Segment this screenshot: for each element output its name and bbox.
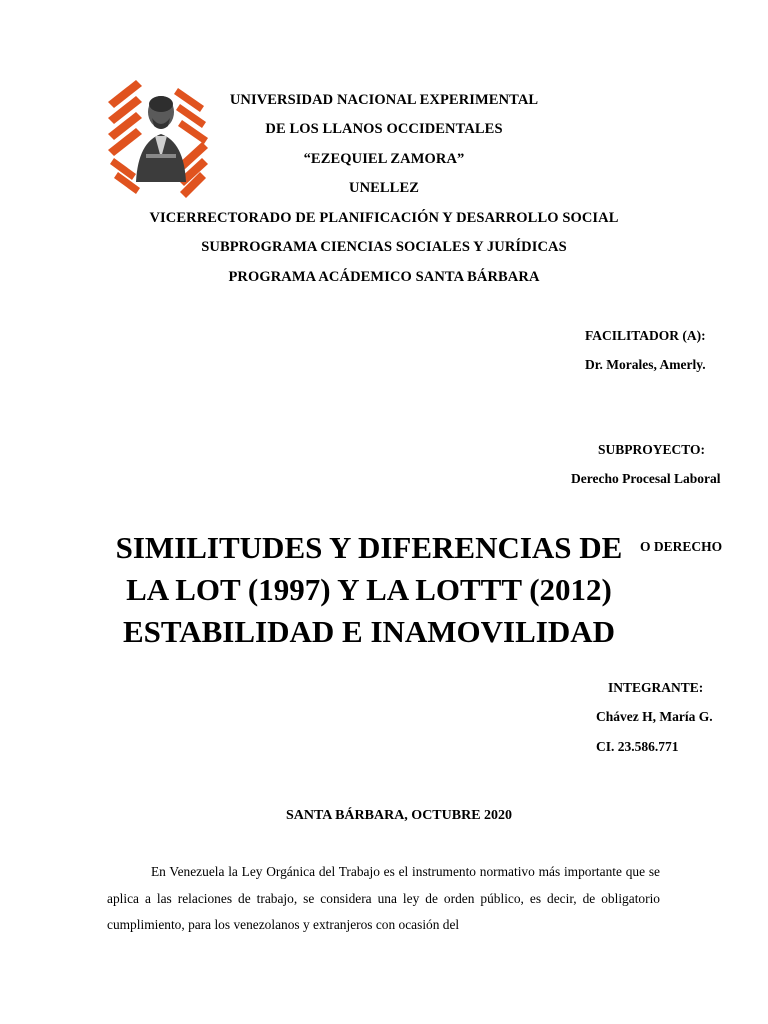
member-label: INTEGRANTE: [608,680,704,695]
title-line-1: SIMILITUDES Y DIFERENCIAS DE [115,530,623,565]
partially-hidden-text: O DERECHO [640,539,723,554]
facilitator-label: FACILITADOR (A): [585,328,706,343]
header-line-acronym: UNELLEZ [349,180,419,196]
header-line-university: UNIVERSIDAD NACIONAL EXPERIMENTAL [229,92,539,108]
subproject-label: SUBPROYECTO: [598,442,706,457]
title-line-3: ESTABILIDAD E INAMOVILIDAD [122,614,616,649]
header-line-vicerrectorado: VICERRECTORADO DE PLANIFICACIÓN Y DESARROLLO SOCIAL [149,210,619,226]
body-paragraph: En Venezuela la Ley Orgánica del Trabajo es el instrumento normativo más importante que se aplica a las relaciones de trabajo, se considera una ley de orden público, es decir, de obligatorio cumplimiento, para los venezolanos y extranjeros con ocasión del [107,864,660,932]
document-title [100,527,638,653]
member-name: Chávez H, María G. [596,709,713,724]
place-date: SANTA BÁRBARA, OCTUBRE 2020 [285,808,513,823]
title-line-2: LA LOT (1997) Y LA LOTTT (2012) [126,572,612,607]
facilitator-name: Dr. Morales, Amerly. [585,357,706,372]
header-line-subprogram: SUBPROGRAMA CIENCIAS SOCIALES Y JURÍDICAS [201,239,567,255]
header-line-namesake: “EZEQUIEL ZAMORA” [303,151,465,167]
member-id: CI. 23.586.771 [596,739,679,754]
header-line-program: PROGRAMA ACÁDEMICO SANTA BÁRBARA [228,269,540,285]
subproject-value: Derecho Procesal Laboral [571,471,721,486]
header-line-region: DE LOS LLANOS OCCIDENTALES [265,121,503,137]
